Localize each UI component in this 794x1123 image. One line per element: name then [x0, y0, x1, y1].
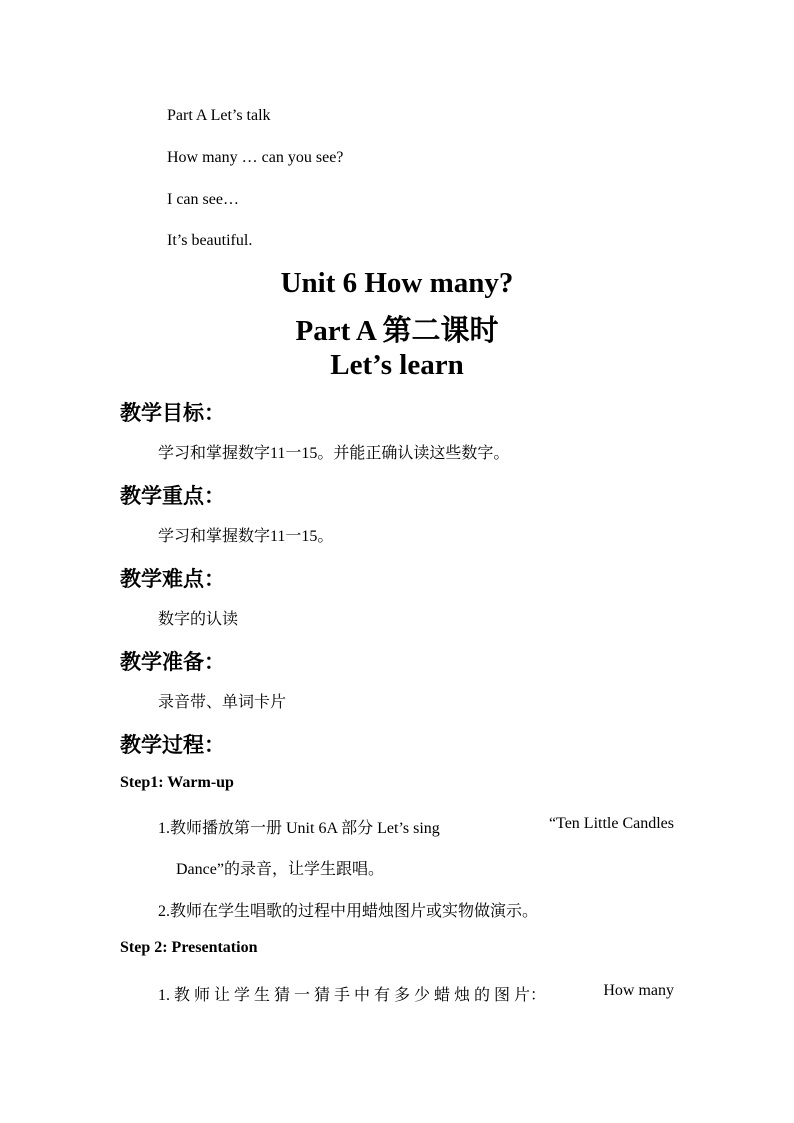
intro-line-how-many: How many … can you see?: [167, 149, 344, 166]
objectives-text: 学习和掌握数字11一15。并能正确认读这些数字。: [158, 445, 510, 462]
key-points-text: 学习和掌握数字11一15。: [158, 528, 334, 545]
step1-item1-line1: [158, 815, 674, 838]
step1-title: Step1: Warm-up: [120, 774, 234, 791]
step1-item1-text-a: 1.教师播放第一册 Unit 6A 部分 Let’s sing: [158, 820, 440, 837]
step2-title: Step 2: Presentation: [120, 939, 258, 956]
step1-item1-line2: Dance”的录音，让学生跟唱。: [176, 861, 384, 878]
heading-difficulties: 教学难点：: [120, 567, 225, 591]
title-lets-learn: Let’s learn: [330, 349, 464, 381]
step1-item1-text-b: “Ten Little Candles: [548, 815, 674, 832]
heading-key-points: 教学重点：: [120, 484, 225, 508]
title-unit: Unit 6 How many?: [280, 267, 514, 299]
step2-item1-text-b: How many: [603, 982, 674, 999]
intro-line-beautiful: It’s beautiful.: [167, 232, 253, 249]
step2-item1-text-a: 1. 教 师 让 学 生 猜 一 猜 手 中 有 多 少 蜡 烛 的 图 片：: [158, 987, 547, 1004]
title-part: Part A 第二课时: [295, 315, 499, 347]
step1-item2: 2.教师在学生唱歌的过程中用蜡烛图片或实物做演示。: [158, 903, 539, 920]
difficulties-text: 数字的认读: [158, 611, 239, 628]
heading-process: 教学过程：: [120, 733, 225, 757]
step2-item1-line1: [158, 982, 674, 1005]
intro-line-part-a: Part A Let’s talk: [167, 107, 271, 124]
heading-preparation: 教学准备：: [120, 650, 225, 674]
preparation-text: 录音带、单词卡片: [158, 694, 287, 711]
heading-objectives: 教学目标：: [120, 401, 225, 425]
intro-line-i-can-see: I can see…: [167, 191, 239, 208]
